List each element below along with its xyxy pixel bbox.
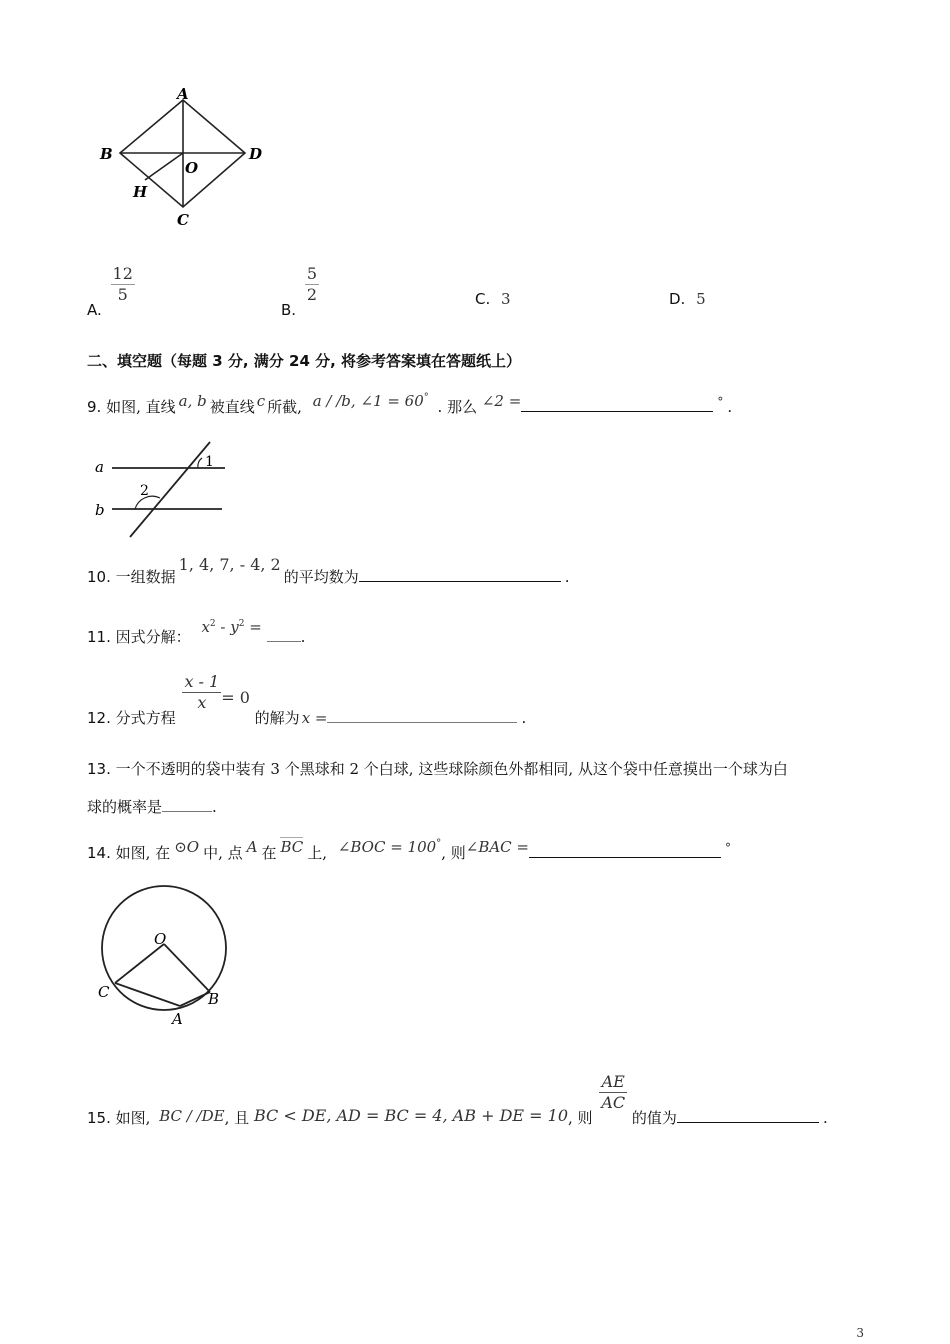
option-d[interactable]: D. 5: [669, 290, 706, 308]
q11-answer-blank[interactable]: [267, 641, 301, 642]
question-12: 12. 分式方程 $\frac{x - 1}{x}$ = 0 的解为 x = .: [87, 672, 527, 727]
q11-expression: $x^2 - y^2$ =: [201, 618, 262, 636]
question-13-line-2: 球的概率是 .: [87, 798, 217, 816]
option-a-fraction: $\frac{12}{5}$: [112, 264, 133, 304]
q13-answer-blank[interactable]: [162, 811, 212, 812]
question-14: 14. 如图, 在 ⊙O 中, 点 A 在 BC 上, ∠BOC = 100°, 则∠BAC = °: [87, 838, 731, 862]
line-a-label: a: [95, 458, 104, 476]
q12-answer-blank[interactable]: [327, 722, 517, 723]
q15-fraction: $\frac{AE}{AC}$: [601, 1072, 626, 1112]
line-b-label: b: [95, 501, 105, 519]
label-C: C: [177, 211, 189, 229]
parallel-lines-figure: [90, 438, 235, 543]
label-C: C: [98, 983, 110, 1001]
q14-answer-blank[interactable]: [529, 857, 721, 858]
label-B: B: [100, 145, 113, 163]
circle-figure: [92, 880, 242, 1030]
question-10: 10. 一组数据1, 4, 7, - 4, 2的平均数为 .: [87, 555, 570, 586]
label-A: A: [177, 85, 189, 103]
label-B: B: [208, 990, 220, 1008]
label-O: O: [185, 159, 199, 177]
label-H: H: [133, 183, 148, 201]
option-b-fraction: $\frac{5}{2}$: [306, 264, 318, 304]
section-2-title: 二、填空题（每题 3 分, 满分 24 分, 将参考答案填在答题纸上）: [87, 352, 522, 370]
option-c[interactable]: C. 3: [475, 290, 511, 308]
angle-2-label: 2: [140, 483, 149, 499]
q10-answer-blank[interactable]: [359, 581, 561, 582]
q9-answer-blank[interactable]: [521, 411, 713, 412]
page-number: 3: [856, 1326, 864, 1340]
question-9: 9. 如图, 直线 a, b 被直线 c 所截, a / /b, ∠1 = 60° . 那么 ∠2 = ° .: [87, 392, 733, 416]
option-a[interactable]: A. $\frac{12}{5}$: [87, 264, 133, 319]
q12-fraction: $\frac{x - 1}{x}$: [184, 672, 220, 712]
label-A: A: [172, 1010, 183, 1028]
angle-1-label: 1: [205, 454, 214, 470]
question-11: 11. 因式分解： $x^2 - y^2$ = .: [87, 618, 306, 646]
label-O: O: [154, 930, 167, 948]
rhombus-figure: [95, 85, 275, 230]
q15-answer-blank[interactable]: [677, 1122, 819, 1123]
question-13: 13. 一个不透明的袋中装有 3 个黑球和 2 个白球, 这些球除颜色外都相同, 从这个袋中任意摸出一个球为白: [87, 760, 788, 778]
option-b[interactable]: B. $\frac{5}{2}$: [281, 264, 318, 319]
question-15: 15. 如图, BC / /DE, 且 BC < DE, AD = BC = 4, AB + DE = 10, 则 $\frac{AE}{AC}$ 的值为 .: [87, 1072, 828, 1127]
label-D: D: [249, 145, 263, 163]
